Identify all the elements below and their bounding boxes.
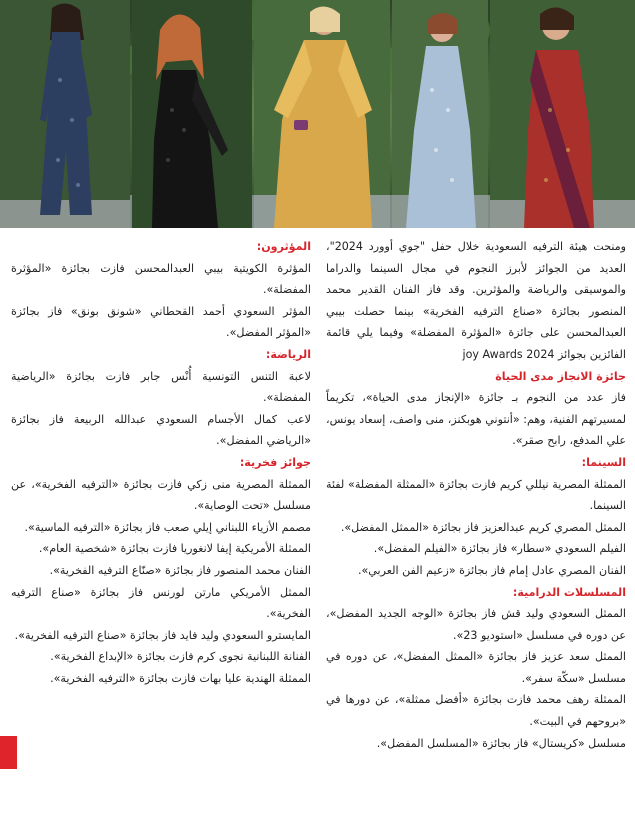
section-heading-cinema: السينما: xyxy=(581,455,626,469)
page-edge-tab xyxy=(0,736,17,769)
paragraph: المؤثرة الكويتية بيبي العبدالمحسن فازت بجائزة «المؤثرة المفضلة». xyxy=(11,261,311,297)
paragraph: الفنان محمد المنصور فاز بجائزة «صنّاع الترفيه الفخرية». xyxy=(49,563,311,577)
paragraph: الممثل المصري كريم عبدالعزيز فاز بجائزة «الممثل المفضل». xyxy=(340,520,626,534)
article-column-right xyxy=(326,236,626,754)
paragraph: الممثلة المصرية نيللي كريم فازت بجائزة «الممثلة المفضلة» لفئة السينما. xyxy=(326,477,626,513)
photo-gold-satin xyxy=(254,0,390,228)
paragraph: الممثلة الأمريكية إيفا لانغوريا فازت بجائزة «شخصية العام». xyxy=(38,542,311,556)
section-heading-lifetime: جائزة الانجاز مدى الحياة xyxy=(495,369,626,383)
paragraph: الفنانة اللبنانية نجوى كرم فازت بجائزة «الإبداع الفخرية». xyxy=(50,650,311,664)
photo-strip xyxy=(0,0,635,228)
paragraph: الممثلة المصرية منى زكي فازت بجائزة «الترفيه الفخرية»، عن مسلسل «تحت الوصاية». xyxy=(11,477,311,513)
paragraph: الممثل سعد عزيز فاز بجائزة «الممثل المفضل»، عن دوره في مسلسل «سكّة سفر». xyxy=(326,650,626,685)
photo-silver-beaded xyxy=(392,0,488,228)
paragraph: الممثلة رهف محمد فازت بجائزة «أفضل ممثلة»، عن دورها في «بروحهم في البيت». xyxy=(326,693,626,729)
article-column-left xyxy=(11,236,311,689)
photo-gown-blue-sequin xyxy=(0,0,130,228)
paragraph: فاز عدد من النجوم بـ جائزة «الإنجاز مدى الحياة»، تكريماً لمسيرتهم الفنية، وهم: «أنتوني هوبكنز، منى واصف، إسعاد يونس، علي المدفع، رابح صقر». xyxy=(326,391,626,448)
paragraph: الممثل السعودي وليد قش فاز بجائزة «الوجه الجديد المفضل»، عن دوره في مسلسل «استوديو 23». xyxy=(326,607,626,642)
paragraph: الفيلم السعودي «سطار» فاز بجائزة «الفيلم المفضل». xyxy=(373,542,626,556)
intro-paragraph: ومنحت هيئة الترفيه السعودية خلال حفل "جوي أوورد 2024"، العديد من الجوائز لأبرز النجوم في مجال السينما والدراما والموسيقى والرياضة والمؤثرين. وقد فاز الفنان القدير محمد المنصور بجائزة «صناع الترفيه الفخرية» بينما حصلت بيبي العبدالمحسن على جائزة «المؤثرة المفضلة» وفيما يلي قائمة الفائزين بجوائز joy Awards 2024 xyxy=(326,240,626,361)
paragraph: مصمم الأزياء اللبناني إيلي صعب فاز بجائزة «الترفيه الماسية». xyxy=(24,520,311,534)
photo-red-sari xyxy=(490,0,635,228)
section-heading-influencers: المؤثرون: xyxy=(256,240,311,253)
section-heading-series: المسلسلات الدرامية: xyxy=(512,585,626,599)
section-heading-sports: الرياضة: xyxy=(265,347,311,361)
paragraph: المايسترو السعودي وليد فايد فاز بجائزة «صناع الترفيه الفخرية». xyxy=(14,628,311,642)
paragraph: الفنان المصري عادل إمام فاز بجائزة «زعيم الفن العربي». xyxy=(357,563,626,577)
paragraph: مسلسل «كريستال» فاز بجائزة «المسلسل المفضل». xyxy=(376,736,626,750)
paragraph: الممثلة الهندية عليا بهات فازت بجائزة «الترفيه الفخرية». xyxy=(50,671,311,685)
paragraph: المؤثر السعودي أحمد القحطاني «شونق بونق» فاز بجائزة «المؤثر المفضل». xyxy=(11,304,311,340)
photo-black-lace xyxy=(132,0,252,228)
paragraph: لاعبة التنس التونسية أُنْس جابر فازت بجائزة «الرياضية المفضلة». xyxy=(11,369,311,405)
section-heading-honorary: جوائز فخرية: xyxy=(239,455,311,469)
paragraph: لاعب كمال الأجسام السعودي عبدالله الربيعة فاز بجائزة «الرياضي المفضل». xyxy=(11,412,311,448)
paragraph: الممثل الأمريكي مارتن لورنس فاز بجائزة «صناع الترفيه الفخرية». xyxy=(11,585,311,621)
